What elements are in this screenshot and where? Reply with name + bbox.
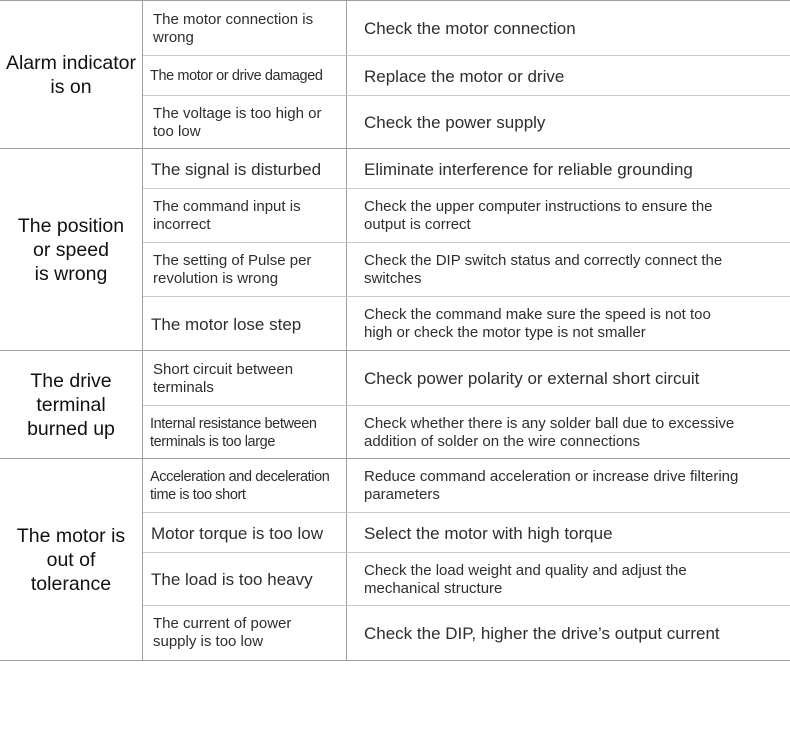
table-row [143,512,790,553]
fault-group-terminal-burned [0,350,790,459]
symptom-cell: Alarm indicator is on [0,1,143,149]
cause-cell: Short circuit between terminals [143,351,347,406]
table-row [143,149,790,189]
table-row [143,1,790,56]
cause-cell: Motor torque is too low [143,513,347,553]
cause-cell: The command input is incorrect [143,189,347,243]
symptom-cell: The position or speed is wrong [0,149,143,351]
table-row [143,55,790,96]
symptom-cell: The motor is out of tolerance [0,459,143,660]
symptom-cell: The drive terminal burned up [0,351,143,459]
table-row [143,405,790,459]
solution-cell: Check the power supply [364,113,546,132]
table-row [143,296,790,351]
table-row [143,605,790,660]
cause-cell: The signal is disturbed [143,149,347,189]
cause-cell: The voltage is too high or too low [143,96,347,149]
solution-cell: Replace the motor or drive [364,66,565,86]
solution-cell: Check the load weight and quality and adjust the mechanical structure [364,561,687,597]
solution-cell: Check the upper computer instructions to ensure the output is correct [364,198,713,233]
table-row [143,459,790,513]
table-row [143,552,790,606]
cause-cell: The current of power supply is too low [143,606,347,660]
solution-cell: Check the DIP switch status and correctly connect the switches [364,252,723,287]
solution-cell: Select the motor with high torque [364,523,613,543]
cause-cell: Acceleration and deceleration time is too short [143,459,347,513]
solution-cell: Check the command make sure the speed is not too high or check the motor type is not smaller [364,306,711,341]
solution-cell: Reduce command acceleration or increase drive filtering parameters [364,468,739,503]
cause-cell: Internal resistance between terminals is too large [143,406,347,459]
cause-cell: The setting of Pulse per revolution is wrong [143,243,347,297]
table-row [143,95,790,149]
solution-cell: Check the motor connection [364,19,576,38]
cause-cell: The motor connection is wrong [143,1,347,56]
cause-cell: The motor lose step [143,297,347,351]
table-row [143,351,790,406]
solution-cell: Check the DIP, higher the drive’s output current [364,623,720,643]
fault-group-alarm-indicator [0,0,790,149]
cause-cell: The load is too heavy [143,553,347,606]
solution-cell: Check whether there is any solder ball due to excessive addition of solder on the wire connections [364,414,735,450]
fault-group-position-speed [0,148,790,351]
solution-cell: Check power polarity or external short circuit [364,369,700,388]
solution-cell: Eliminate interference for reliable grounding [364,159,693,179]
fault-group-out-of-tolerance [0,458,790,661]
table-row [143,242,790,297]
cause-cell: The motor or drive damaged [143,56,347,96]
table-row [143,188,790,243]
